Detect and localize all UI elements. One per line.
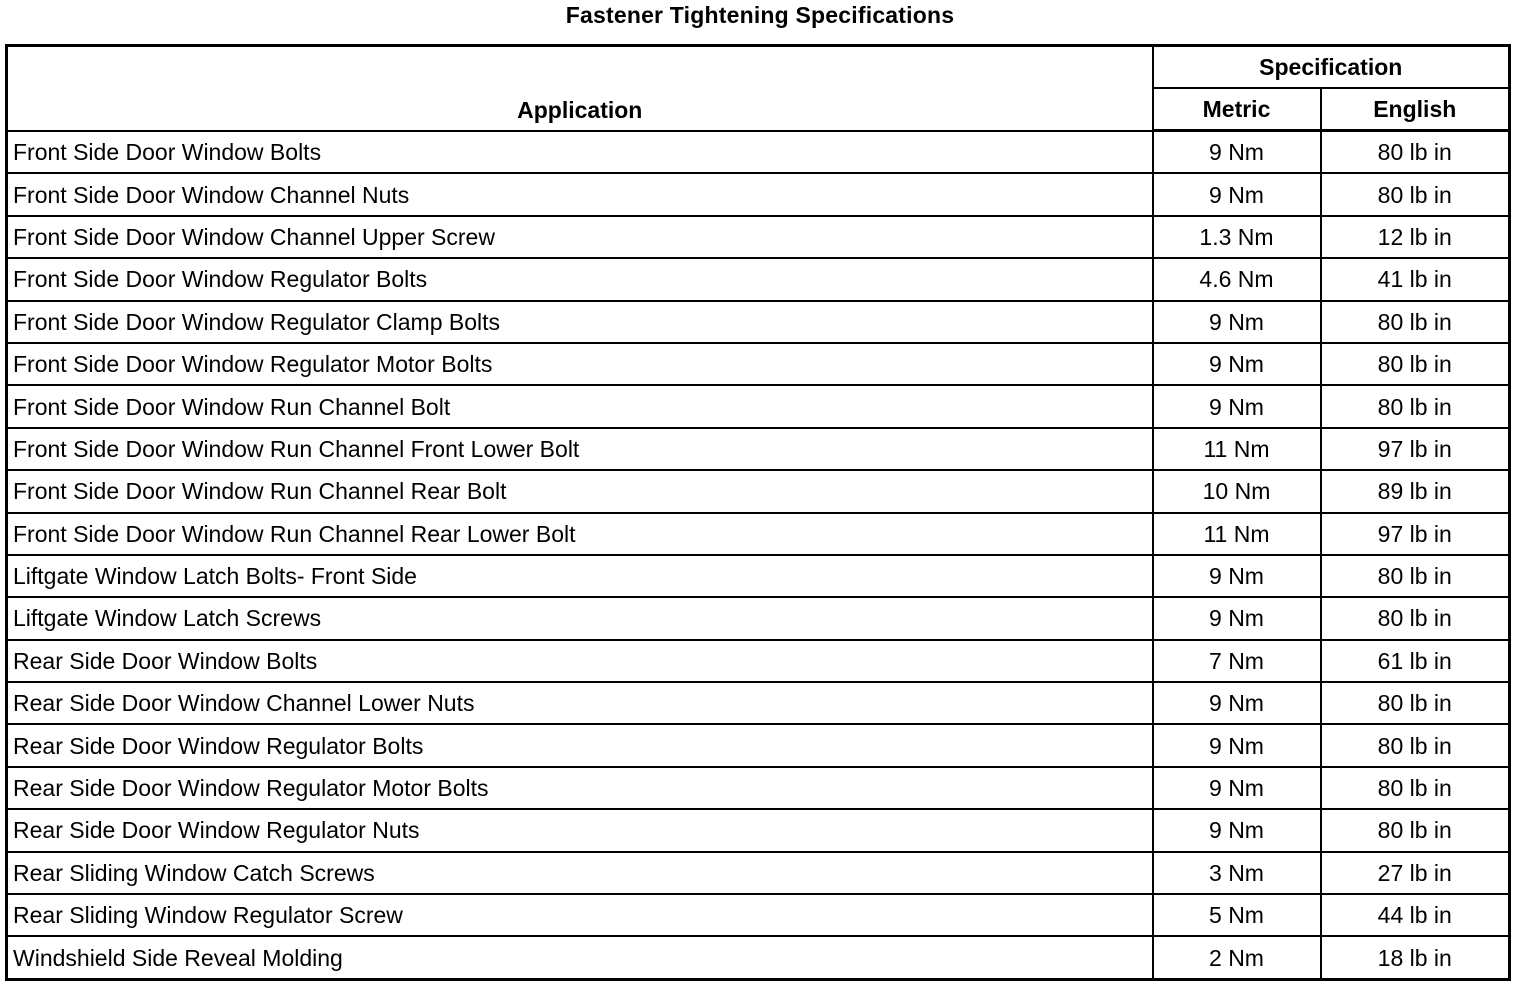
english-cell: 80 lb in bbox=[1321, 809, 1510, 851]
table-row bbox=[7, 682, 1510, 724]
table-row bbox=[7, 470, 1510, 512]
english-cell: 80 lb in bbox=[1321, 343, 1510, 385]
metric-cell: 9 Nm bbox=[1153, 555, 1321, 597]
application-cell: Front Side Door Window Regulator Motor Bolts bbox=[7, 343, 1153, 385]
application-cell: Front Side Door Window Channel Upper Screw bbox=[7, 216, 1153, 258]
english-cell: 18 lb in bbox=[1321, 936, 1510, 979]
table-row bbox=[7, 173, 1510, 215]
metric-cell: 9 Nm bbox=[1153, 301, 1321, 343]
metric-cell: 7 Nm bbox=[1153, 640, 1321, 682]
english-cell: 61 lb in bbox=[1321, 640, 1510, 682]
metric-cell: 9 Nm bbox=[1153, 809, 1321, 851]
table-row bbox=[7, 936, 1510, 979]
english-cell: 80 lb in bbox=[1321, 385, 1510, 427]
english-cell: 80 lb in bbox=[1321, 767, 1510, 809]
table-row bbox=[7, 301, 1510, 343]
metric-cell: 1.3 Nm bbox=[1153, 216, 1321, 258]
metric-cell: 4.6 Nm bbox=[1153, 258, 1321, 300]
table-row bbox=[7, 216, 1510, 258]
table-row bbox=[7, 767, 1510, 809]
application-cell: Windshield Side Reveal Molding bbox=[7, 936, 1153, 979]
metric-cell: 9 Nm bbox=[1153, 682, 1321, 724]
application-header: Application bbox=[7, 46, 1153, 131]
english-cell: 80 lb in bbox=[1321, 555, 1510, 597]
metric-cell: 9 Nm bbox=[1153, 385, 1321, 427]
page-title: Fastener Tightening Specifications bbox=[565, 2, 955, 28]
table-row bbox=[7, 724, 1510, 766]
table-row bbox=[7, 894, 1510, 936]
english-cell: 80 lb in bbox=[1321, 724, 1510, 766]
metric-cell: 11 Nm bbox=[1153, 428, 1321, 470]
application-cell: Rear Side Door Window Channel Lower Nuts bbox=[7, 682, 1153, 724]
table-row bbox=[7, 640, 1510, 682]
table-row bbox=[7, 343, 1510, 385]
english-cell: 80 lb in bbox=[1321, 682, 1510, 724]
table-row bbox=[7, 131, 1510, 174]
metric-cell: 9 Nm bbox=[1153, 131, 1321, 174]
english-cell: 80 lb in bbox=[1321, 173, 1510, 215]
metric-cell: 9 Nm bbox=[1153, 597, 1321, 639]
english-cell: 97 lb in bbox=[1321, 513, 1510, 555]
metric-cell: 10 Nm bbox=[1153, 470, 1321, 512]
metric-cell: 3 Nm bbox=[1153, 852, 1321, 894]
metric-cell: 2 Nm bbox=[1153, 936, 1321, 979]
application-cell: Front Side Door Window Run Channel Rear Lower Bolt bbox=[7, 513, 1153, 555]
english-cell: 89 lb in bbox=[1321, 470, 1510, 512]
table-row bbox=[7, 428, 1510, 470]
application-cell: Front Side Door Window Channel Nuts bbox=[7, 173, 1153, 215]
table-row bbox=[7, 852, 1510, 894]
application-cell: Front Side Door Window Bolts bbox=[7, 131, 1153, 174]
application-cell: Front Side Door Window Run Channel Front Lower Bolt bbox=[7, 428, 1153, 470]
english-cell: 80 lb in bbox=[1321, 597, 1510, 639]
metric-header: Metric bbox=[1153, 88, 1321, 131]
application-cell: Liftgate Window Latch Bolts- Front Side bbox=[7, 555, 1153, 597]
table-row bbox=[7, 513, 1510, 555]
application-cell: Rear Side Door Window Bolts bbox=[7, 640, 1153, 682]
table-row bbox=[7, 258, 1510, 300]
metric-cell: 9 Nm bbox=[1153, 767, 1321, 809]
application-cell: Liftgate Window Latch Screws bbox=[7, 597, 1153, 639]
application-cell: Front Side Door Window Regulator Bolts bbox=[7, 258, 1153, 300]
english-cell: 80 lb in bbox=[1321, 301, 1510, 343]
english-cell: 27 lb in bbox=[1321, 852, 1510, 894]
table-row bbox=[7, 385, 1510, 427]
metric-cell: 11 Nm bbox=[1153, 513, 1321, 555]
table-body bbox=[7, 131, 1510, 980]
english-cell: 41 lb in bbox=[1321, 258, 1510, 300]
application-cell: Front Side Door Window Run Channel Rear Bolt bbox=[7, 470, 1153, 512]
application-cell: Front Side Door Window Run Channel Bolt bbox=[7, 385, 1153, 427]
table-row bbox=[7, 555, 1510, 597]
table-row bbox=[7, 809, 1510, 851]
application-cell: Rear Sliding Window Catch Screws bbox=[7, 852, 1153, 894]
table-header bbox=[7, 46, 1510, 131]
application-cell: Rear Sliding Window Regulator Screw bbox=[7, 894, 1153, 936]
specification-header: Specification bbox=[1153, 46, 1510, 89]
metric-cell: 9 Nm bbox=[1153, 173, 1321, 215]
english-cell: 44 lb in bbox=[1321, 894, 1510, 936]
application-cell: Rear Side Door Window Regulator Nuts bbox=[7, 809, 1153, 851]
table-row bbox=[7, 597, 1510, 639]
application-cell: Rear Side Door Window Regulator Bolts bbox=[7, 724, 1153, 766]
english-cell: 97 lb in bbox=[1321, 428, 1510, 470]
english-cell: 12 lb in bbox=[1321, 216, 1510, 258]
application-cell: Rear Side Door Window Regulator Motor Bolts bbox=[7, 767, 1153, 809]
english-header: English bbox=[1321, 88, 1510, 131]
spec-table bbox=[5, 44, 1511, 981]
metric-cell: 5 Nm bbox=[1153, 894, 1321, 936]
application-cell: Front Side Door Window Regulator Clamp Bolts bbox=[7, 301, 1153, 343]
metric-cell: 9 Nm bbox=[1153, 343, 1321, 385]
metric-cell: 9 Nm bbox=[1153, 724, 1321, 766]
english-cell: 80 lb in bbox=[1321, 131, 1510, 174]
